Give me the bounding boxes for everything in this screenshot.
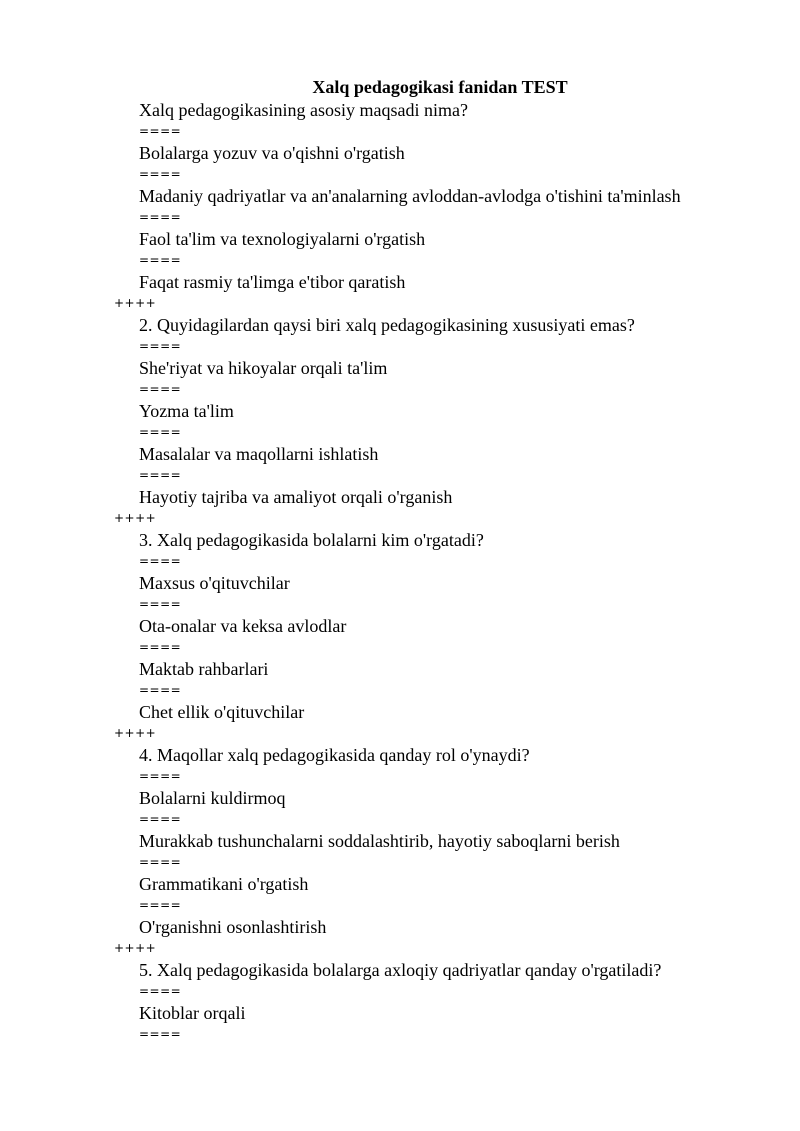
answer-option: Maxsus o'qituvchilar — [139, 573, 290, 593]
option-separator: ==== — [139, 253, 182, 267]
option-separator: ==== — [139, 640, 182, 654]
answer-option: O'rganishni osonlashtirish — [139, 917, 327, 937]
answer-option: Masalalar va maqollarni ishlatish — [139, 444, 379, 464]
option-separator: ==== — [139, 167, 182, 181]
answer-option: Murakkab tushunchalarni soddalashtirib, hayotiy saboqlarni berish — [139, 831, 620, 851]
question-end-marker: ++++ — [114, 726, 157, 740]
option-separator: ==== — [139, 554, 182, 568]
option-separator: ==== — [139, 468, 182, 482]
question-block — [0, 743, 800, 958]
answer-option: She'riyat va hikoyalar orqali ta'lim — [139, 358, 388, 378]
option-separator: ==== — [139, 339, 182, 353]
question-text: 3. Xalq pedagogikasida bolalarni kim o'rgatadi? — [139, 530, 484, 550]
answer-option: Maktab rahbarlari — [139, 659, 269, 679]
answer-option: Madaniy qadriyatlar va an'analarning avloddan-avlodga o'tishini ta'minlash — [139, 186, 681, 206]
answer-option: Faol ta'lim va texnologiyalarni o'rgatish — [139, 229, 426, 249]
question-text: 2. Quyidagilardan qaysi biri xalq pedagogikasining xususiyati emas? — [139, 315, 635, 335]
answer-option: Chet ellik o'qituvchilar — [139, 702, 305, 722]
question-block — [0, 528, 800, 743]
option-separator: ==== — [139, 1027, 182, 1041]
option-separator: ==== — [139, 124, 182, 138]
answer-option: Kitoblar orqali — [139, 1003, 246, 1023]
answer-option: Ota-onalar va keksa avlodlar — [139, 616, 347, 636]
answer-option: Faqat rasmiy ta'limga e'tibor qaratish — [139, 272, 406, 292]
answer-option: Hayotiy tajriba va amaliyot orqali o'rganish — [139, 487, 453, 507]
option-separator: ==== — [139, 769, 182, 783]
answer-option: Bolalarga yozuv va o'qishni o'rgatish — [139, 143, 405, 163]
option-separator: ==== — [139, 812, 182, 826]
question-block — [0, 98, 800, 313]
question-block — [0, 313, 800, 528]
option-separator: ==== — [139, 683, 182, 697]
question-end-marker: ++++ — [114, 511, 157, 525]
question-text: 4. Maqollar xalq pedagogikasida qanday rol o'ynaydi? — [139, 745, 530, 765]
document-title: Xalq pedagogikasi fanidan TEST — [312, 77, 568, 97]
option-separator: ==== — [139, 382, 182, 396]
answer-option: Yozma ta'lim — [139, 401, 234, 421]
option-separator: ==== — [139, 425, 182, 439]
option-separator: ==== — [139, 984, 182, 998]
option-separator: ==== — [139, 898, 182, 912]
question-block — [0, 958, 800, 1044]
option-separator: ==== — [139, 597, 182, 611]
answer-option: Bolalarni kuldirmoq — [139, 788, 286, 808]
question-end-marker: ++++ — [114, 941, 157, 955]
question-text: Xalq pedagogikasining asosiy maqsadi nima? — [139, 100, 468, 120]
question-end-marker: ++++ — [114, 296, 157, 310]
option-separator: ==== — [139, 210, 182, 224]
question-text: 5. Xalq pedagogikasida bolalarga axloqiy qadriyatlar qanday o'rgatiladi? — [139, 960, 662, 980]
option-separator: ==== — [139, 855, 182, 869]
answer-option: Grammatikani o'rgatish — [139, 874, 309, 894]
test-content — [0, 98, 800, 1044]
